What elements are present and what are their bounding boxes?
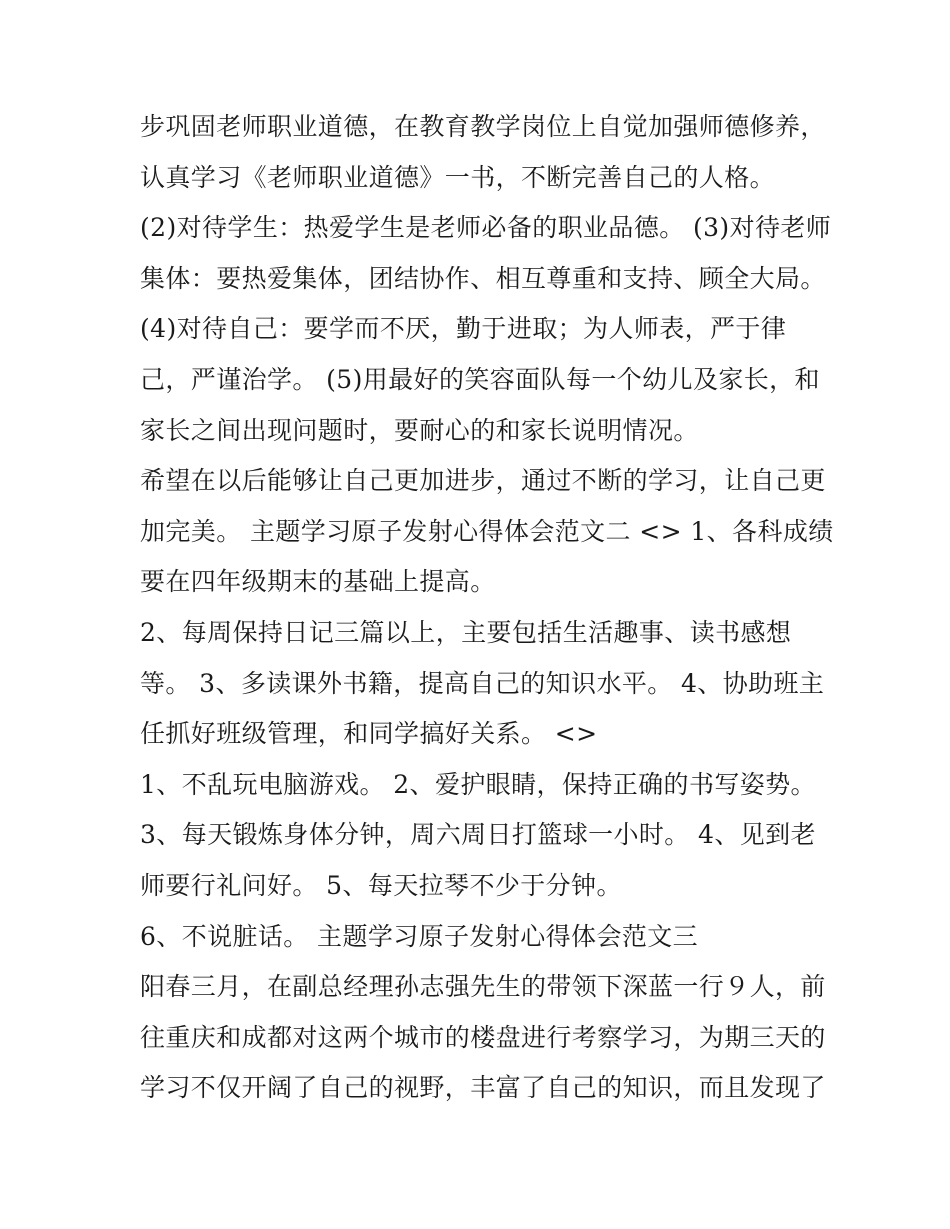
text-line: 认真学习《老师职业道德》一书，不断完善自己的人格。 <box>140 162 776 192</box>
text-line: 1、不乱玩电脑游戏。 2、爱护眼睛，保持正确的书写姿势。 <box>140 769 816 799</box>
text-line: 阳春三月，在副总经理孙志强先生的带领下深蓝一行９人，前 <box>140 972 826 1002</box>
text-line: 步巩固老师职业道德，在教育教学岗位上自觉加强师德修养， <box>140 112 826 141</box>
text-line: (4)对待自己：要学而不厌，勤于进取；为人师表，严于律 <box>140 314 787 344</box>
text-line: 任抓好班级管理，和同学搞好关系。 <> <box>140 719 598 749</box>
text-line: 要在四年级期末的基础上提高。 <box>140 567 496 597</box>
text-line: 6、不说脏话。 主题学习原子发射心得体会范文三 <box>140 921 699 951</box>
document-body <box>140 102 840 1114</box>
text-line: 加完美。 主题学习原子发射心得体会范文二 <> 1、各科成绩 <box>140 516 834 546</box>
text-line: 集体：要热爱集体，团结协作、相互尊重和支持、顾全大局。 <box>140 263 826 293</box>
text-line: 2、每周保持日记三篇以上，主要包括生活趣事、读书感想 <box>140 617 792 647</box>
text-line: (2)对待学生：热爱学生是老师必备的职业品德。 (3)对待老师 <box>140 213 832 243</box>
text-line: 学习不仅开阔了自己的视野，丰富了自己的知识，而且发现了 <box>140 1073 826 1103</box>
text-line: 往重庆和成都对这两个城市的楼盘进行考察学习，为期三天的 <box>140 1022 826 1052</box>
text-line: 希望在以后能够让自己更加进步，通过不断的学习，让自己更 <box>140 466 826 496</box>
text-line: 等。 3、多读课外书籍，提高自己的知识水平。 4、协助班主 <box>140 668 825 698</box>
text-line: 己，严谨治学。 (5)用最好的笑容面队每一个幼儿及家长，和 <box>140 364 820 394</box>
text-line: 家长之间出现问题时，要耐心的和家长说明情况。 <box>140 415 699 445</box>
text-line: 师要行礼问好。 5、每天拉琴不少于分钟。 <box>140 870 622 900</box>
text-line: 3、每天锻炼身体分钟，周六周日打篮球一小时。 4、见到老 <box>140 820 816 850</box>
